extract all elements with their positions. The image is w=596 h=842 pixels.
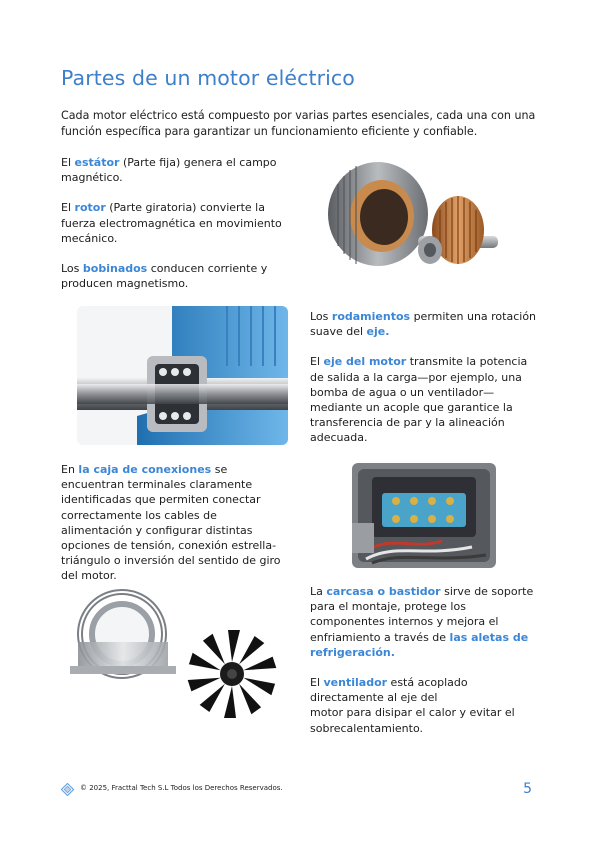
page-title: Partes de un motor eléctrico	[61, 66, 355, 90]
rotor-paragraph: El rotor (Parte giratoria) convierte la fuerza electromagnética en movimiento mecánico.	[61, 201, 282, 245]
bearings-paragraph: Los rodamientos permiten una rotación suave del eje.	[310, 310, 537, 339]
housing-highlight: carcasa o bastidor	[326, 585, 441, 598]
page-number: 5	[523, 781, 532, 797]
stator-highlight: estátor	[74, 156, 120, 169]
cooling-fins-highlight: las aletas de refrigeración.	[310, 630, 529, 659]
rotor-highlight: rotor	[74, 201, 106, 215]
copyright-text: © 2025, Fracttal Tech S.L Todos los Derechos Reservados.	[80, 784, 283, 792]
bearings-highlight: rodamientos	[331, 310, 411, 323]
terminal-box-highlight: la caja de conexiones	[78, 463, 212, 476]
fracttal-diamond-logo-icon	[61, 783, 74, 796]
fan-paragraph: El ventilador está acoplado directamente al eje del motor para disipar el calor y evitar el sobrecalentamiento.	[310, 676, 515, 735]
bearings-shaft-text	[310, 309, 540, 446]
page-footer	[61, 781, 535, 799]
stator-paragraph: El estátor (Parte fija) genera el campo magnético.	[61, 156, 277, 185]
motor-shaft-highlight: eje del motor	[323, 355, 407, 369]
terminal-box-paragraph: En la caja de conexiones se encuentran terminales claramente identificadas que permiten conectar correctamente los cables de alimentación y configurar distintas opciones de tensión, conexión estrella-triángulo o inversión del sentido de giro del motor.	[61, 463, 281, 583]
housing-fan-image	[64, 582, 280, 722]
intro-paragraph: Cada motor eléctrico está compuesto por varias partes esenciales, cada una con una función específica para garantizar un funcionamiento eficiente y confiable.	[61, 109, 536, 138]
windings-paragraph: Los bobinados conducen corriente y producen magnetismo.	[61, 262, 268, 291]
shaft-short-highlight: eje.	[366, 325, 390, 339]
terminal-box-image	[352, 463, 496, 568]
bearing-image	[77, 306, 288, 445]
stator-rotor-image	[318, 154, 512, 294]
motor-shaft-paragraph: El eje del motor transmite la potencia de salida a la carga—por ejemplo, una bomba de agua o un ventilador—mediante un acople que garantice la transferencia de par y la alineación adecuada.	[310, 355, 528, 445]
windings-highlight: bobinados	[82, 262, 148, 276]
fan-highlight: ventilador	[323, 676, 388, 690]
housing-paragraph: La carcasa o bastidor sirve de soporte para el montaje, protege los componentes internos y mejora el enfriamiento a través de las aletas de refrigeración.	[310, 585, 534, 659]
stator-rotor-windings-text	[61, 155, 286, 291]
housing-fan-text	[310, 584, 540, 736]
